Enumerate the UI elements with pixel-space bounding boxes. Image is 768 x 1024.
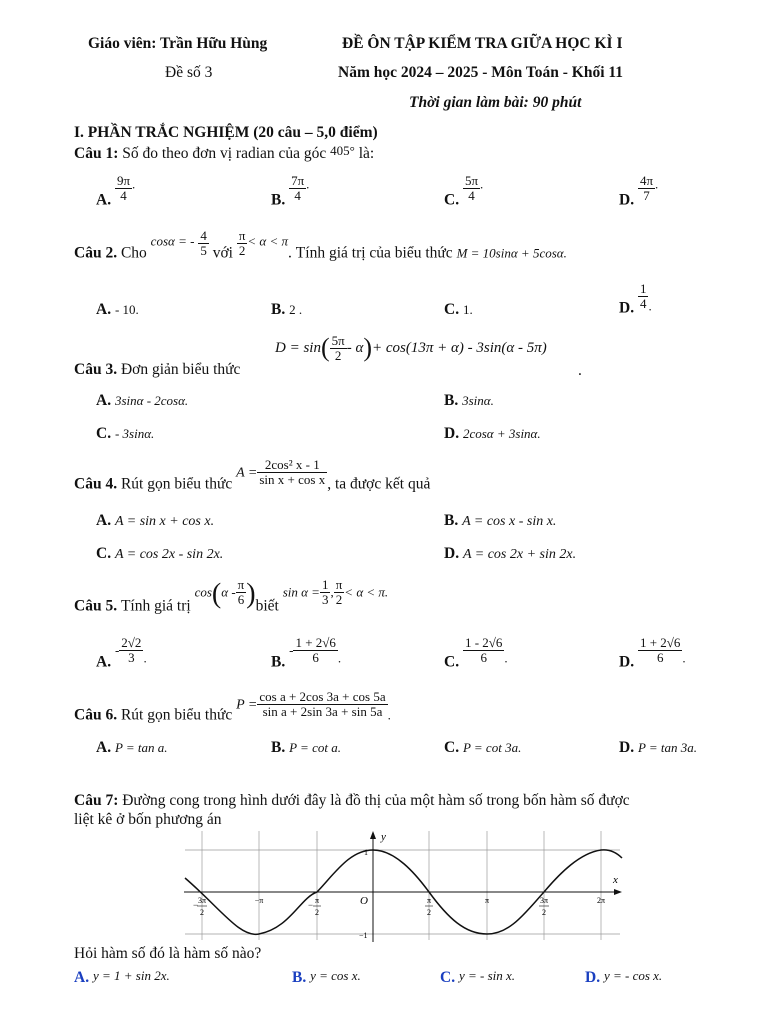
y-tick-neg1: −1 [359, 931, 368, 940]
y-axis-arrow [370, 831, 376, 839]
tick-neg-pi2-num: π [314, 896, 320, 905]
q3-option-d[interactable]: D. 2cosα + 3sinα. [444, 425, 541, 442]
question-5: Câu 5. Tính giá trị cos(α - $\frac{\pi}{6}$ )biết sin α = $\frac{1}{3}$ , $\frac{\pi}{2}$ < α < π. [74, 577, 389, 615]
q4-option-d[interactable]: D. A = cos 2x + sin 2x. [444, 545, 577, 562]
graph-grid [185, 831, 620, 940]
q7-option-c[interactable]: C. y = - sin x. [440, 968, 516, 986]
q6-option-a[interactable]: A. P = tan a. [96, 739, 168, 756]
q6-option-b[interactable]: B. P = cot a. [271, 739, 341, 756]
q4-option-b[interactable]: B. A = cos x - sin x. [444, 512, 557, 529]
tick-3pi2-num: 3π [539, 896, 549, 905]
tick-neg-pi: −π [254, 896, 264, 905]
question-3: Câu 3. Đơn giản biểu thức [74, 361, 241, 378]
tick-pi2-den: 2 [427, 908, 431, 917]
y-axis-label: y [381, 831, 386, 843]
y-tick-1: 1 [364, 848, 368, 857]
section-title: I. PHẦN TRẮC NGHIỆM (20 câu – 5,0 điểm) [74, 124, 378, 141]
q3-option-b[interactable]: B. 3sinα. [444, 392, 494, 409]
teacher-name: Giáo viên: Trần Hữu Hùng [88, 35, 268, 52]
q7-option-b[interactable]: B. y = cos x. [292, 968, 361, 986]
q2-option-a[interactable]: A. - 10. [96, 301, 139, 318]
q7-option-d[interactable]: D. y = - cos x. [585, 968, 663, 986]
question-1: Câu 1: Số đo theo đơn vị radian của góc 405° là: [74, 143, 375, 162]
q3-expression: D = sin( $\frac{5\pi}{2}$ - α)+ cos(13π + α) - 3sin(α - 5π) [275, 332, 547, 363]
q1-option-c[interactable]: C. $\frac{5\pi}{4}$ . [444, 173, 484, 209]
q6-option-d[interactable]: D. P = tan 3a. [619, 739, 698, 756]
svg-text:−: − [193, 900, 199, 910]
time-limit: Thời gian làm bài: 90 phút [409, 94, 582, 111]
svg-text:−: − [308, 900, 314, 910]
q3-option-c[interactable]: C. - 3sinα. [96, 425, 155, 442]
q3-period: . [578, 362, 582, 379]
question-6: Câu 6. Rút gọn biểu thức P = $\frac{\text{cos a + 2cos 3a + cos 5a}}{\text{sin a + 2sin 3a + sin 5a}}$ $_.$ [74, 689, 391, 724]
q2-option-d[interactable]: D. $\frac{1}{4}$ $_.$ [619, 281, 652, 317]
tick-pi2-num: π [426, 896, 432, 905]
q6-option-c[interactable]: C. P = cot 3a. [444, 739, 522, 756]
x-axis-arrow [614, 889, 622, 895]
exam-title: ĐỀ ÔN TẬP KIỂM TRA GIỮA HỌC KÌ I [342, 35, 623, 52]
q4-option-a[interactable]: A. A = sin x + cos x. [96, 512, 215, 529]
q4-option-c[interactable]: C. A = cos 2x - sin 2x. [96, 545, 224, 562]
cosine-graph [180, 828, 628, 944]
question-4: Câu 4. Rút gọn biểu thức A = $\frac{\text{2cos² x - 1}}{\text{sin x + cos x}}$ , ta được kết quả [74, 457, 431, 493]
question-7-prompt: Hỏi hàm số đó là hàm số nào? [74, 945, 262, 962]
tick-neg-pi2-den: 2 [315, 908, 319, 917]
q2-option-c[interactable]: C. 1. [444, 301, 473, 318]
tick-neg-3pi2-num: 3π [197, 896, 207, 905]
year-subject: Năm học 2024 – 2025 - Môn Toán - Khối 11 [338, 64, 624, 81]
q5-option-c[interactable]: C. $\frac{1 - 2√6}{6}$ $_.$ [444, 635, 508, 671]
question-2: Câu 2. Cho cosα = - $\frac{4}{5}$ với $\frac{\pi}{2}$ < α < π. Tính giá trị của biểu thức $_{M = 10sin\alpha + 5cos\alpha.}$ [74, 228, 567, 262]
q5-option-b[interactable]: B. - $\frac{1 + 2√6}{6}$ $_.$ [271, 635, 342, 671]
question-7-line2: liệt kê ở bốn phương án [74, 811, 222, 828]
origin-label: O [360, 895, 368, 907]
q1-option-d[interactable]: D. $\frac{4\pi}{7}$ . [619, 173, 659, 209]
q1-option-a[interactable]: A. $\frac{9\pi}{4}$ . [96, 173, 136, 209]
q2-option-b[interactable]: B. 2 . [271, 301, 303, 318]
q1-option-b[interactable]: B. $\frac{7\pi}{4}$ . [271, 173, 310, 209]
tick-neg-3pi2-den: 2 [200, 908, 204, 917]
tick-3pi2-den: 2 [542, 908, 546, 917]
q5-option-a[interactable]: A. - $\frac{2√2}{3}$ $_.$ [96, 635, 147, 671]
tick-pi: π [484, 896, 490, 905]
q7-option-a[interactable]: A. y = 1 + sin 2x. [74, 968, 170, 986]
exam-number: Đề số 3 [165, 64, 213, 81]
q3-option-a[interactable]: A. 3sinα - 2cosα. [96, 392, 189, 409]
tick-2pi: 2π [596, 896, 606, 905]
question-7: Câu 7: Đường cong trong hình dưới đây là đồ thị của một hàm số trong bốn hàm số được [74, 792, 630, 809]
x-axis-label: x [613, 874, 618, 886]
q5-option-d[interactable]: D. $\frac{1 + 2√6}{6}$ $_.$ [619, 635, 686, 671]
